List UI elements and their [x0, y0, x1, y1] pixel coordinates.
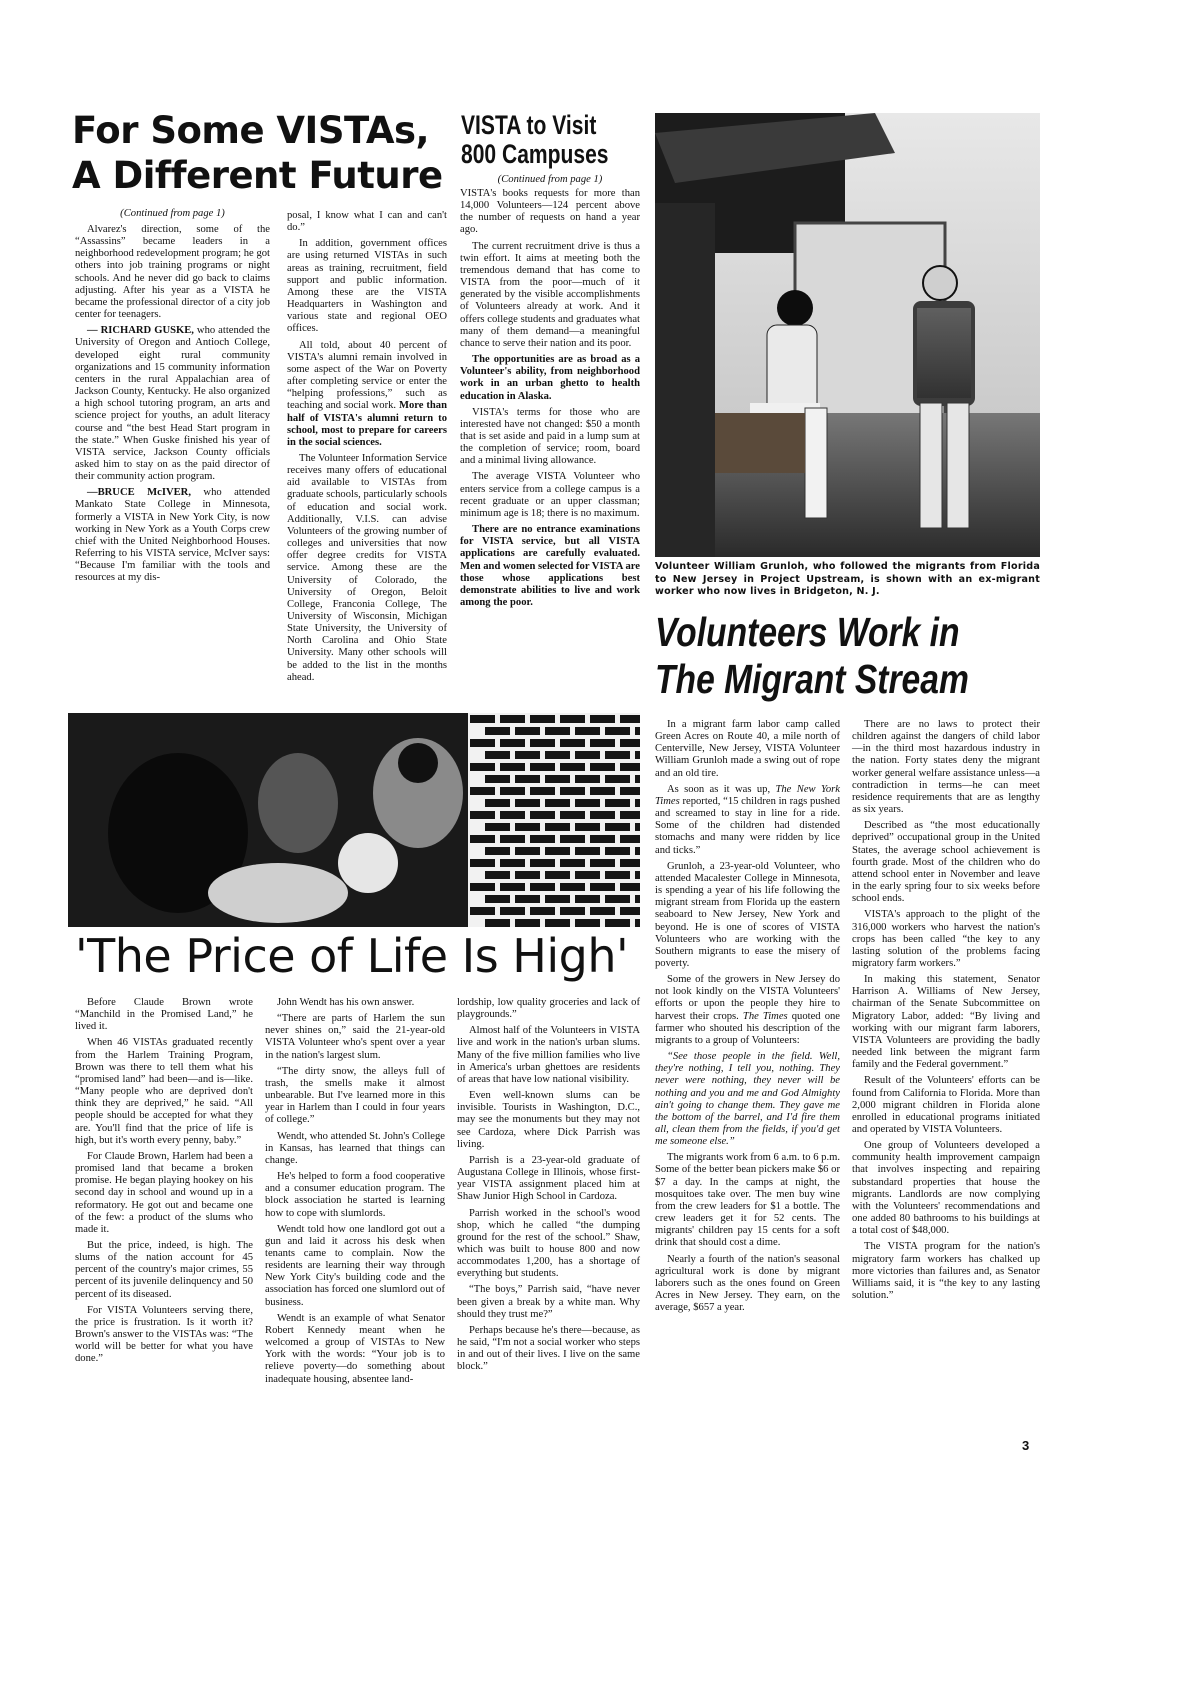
text: As soon as it was up,: [667, 783, 776, 795]
brick: [575, 775, 600, 783]
paragraph: [457, 997, 640, 1021]
article3-column-1: [655, 719, 840, 1318]
paragraph: [460, 524, 640, 609]
brick: [635, 847, 640, 855]
article4-column-2: [265, 997, 445, 1390]
brick: [590, 859, 615, 867]
brick: [635, 751, 640, 759]
article2-column: [460, 188, 640, 613]
brick: [530, 787, 555, 795]
paragraph: [287, 453, 447, 684]
brick: [515, 919, 540, 927]
text: Parrish is a 23-year-old graduate of Augustana College in Illinois, whose first-year VISTA assignment placed him at Shaw Junior High School in Cardoza.: [457, 1154, 640, 1203]
text: The Volunteer Information Service receives many offers of educational aid available to VISTAs from graduate schools, particularly schools of education and social work. Additionally, V.I.S. can advise Volunteers of the growing number of colleges and universities that now offer degree credits for VISTA service. Among these are the University of Colorado, the University of Oregon, Beloit College, Franconia College, The University of Wisconsin, Michigan State University, the University of North Carolina and Ohio State University. Many other schools will be added to the list in the months ahead.: [287, 452, 447, 683]
text: VISTA's terms for those who are interested have not changed: $50 a month that is set aside and paid in a lump sum at the completion of service; room, board and a minimal living allowance.: [460, 406, 640, 467]
paragraph: [265, 1224, 445, 1309]
paragraph: [852, 974, 1040, 1071]
paragraph: [457, 1025, 640, 1086]
italic-text: The New York Times: [655, 783, 841, 807]
paragraph: [655, 861, 840, 970]
brick: [590, 811, 615, 819]
text: But the price, indeed, is high. The slums of the nation account for 45 percent of the country's major crimes, 55 percent of its juvenile delinquency and 50 percent of its diseased.: [75, 1239, 253, 1300]
brick: [635, 895, 640, 903]
text: Wendt told how one landlord got out a gun and laid it across his desk when tenants came to complain. Now the residents are learning their way through New York City's building code and the association has forced one slumlord out of business.: [265, 1223, 445, 1308]
article4-column-3: [457, 997, 640, 1378]
headline-volunteers-work-in-migrant-stream: [655, 609, 1038, 702]
brick: [590, 883, 615, 891]
article1-column-1: [75, 224, 270, 589]
paragraph: [460, 407, 640, 468]
brick: [530, 715, 555, 723]
text: There are no laws to protect their children against the dangers of child labor—in the third most hazardous industry in the nation. Forty states deny the migrant worker general welfare assistance unless—a contradiction in terms—he can meet residence requirements that are as lengthy as six years.: [852, 719, 1040, 816]
brick: [470, 787, 495, 795]
brick: [530, 763, 555, 771]
text: Alvarez's direction, some of the “Assassins” became leaders in a neighborhood redevelopment program; he got others into job training programs or night schools. And he never did go back to claims adjusting. After his year as a VISTA he became the professional director of a city job center for teenagers.: [75, 224, 270, 321]
brick: [620, 787, 640, 795]
brick: [590, 739, 615, 747]
brick: [590, 763, 615, 771]
photo-illustration: [68, 713, 640, 927]
paragraph: [852, 1075, 1040, 1136]
paragraph: [287, 238, 447, 335]
brick: [515, 823, 540, 831]
brick: [470, 739, 495, 747]
brick: [560, 907, 585, 915]
brick: [590, 787, 615, 795]
paragraph: [460, 471, 640, 520]
bold-text: There are no entrance examinations for VISTA service, but all VISTA applications are carefully evaluated. Men and women selected for VISTA are those whose applications best demonstrate abilities to live and work among the poor.: [460, 524, 640, 608]
text: Before Claude Brown wrote “Manchild in the Promised Land,” he lived it.: [75, 997, 253, 1033]
brick: [530, 835, 555, 843]
brick: [620, 811, 640, 819]
text: who attended the University of Oregon and Antioch College, developed eight rural community organizations and 15 community information centers in the rural Appalachian area of Jackson County, Kentucky. He also organized a high school tutoring program, an arts and science project for youths, an adult literacy course and “the best Head Start program in the state.” When Guske finished his year of VISTA service, Jackson County officials asked him to stay on as the paid director of their community action program.: [75, 325, 270, 483]
brick: [545, 919, 570, 927]
brick: [605, 847, 630, 855]
brick: [470, 763, 495, 771]
text: “The dirty snow, the alleys full of trash, the smells make it almost unbearable. But I've learned more in this year in Harlem than I could in four years of college.”: [265, 1065, 445, 1126]
paragraph: [75, 487, 270, 584]
brick: [530, 907, 555, 915]
photo-caption: Volunteer William Grunloh, who followed the migrants from Florida to New Jersey in Project Upstream, is shown with an ex-migrant worker who now lives in Bridgeton, N. J.: [655, 561, 1040, 597]
italic-text: “See those people in the field. Well, they're nothing, I tell you, nothing. They never were nothing, they never will be nothing and you and me and God Almighty ain't going to change them. They gave me the bottom of the barrel, and I'd fire them all, clean them from the fields, if you'd get me someone else.”: [655, 1051, 840, 1148]
paragraph: [852, 719, 1040, 816]
brick: [470, 835, 495, 843]
paragraph: [265, 997, 445, 1009]
brick: [485, 871, 510, 879]
text: Described as “the most educationally deprived” occupational group in the United States, the average school achievement is fourth grade. Most of the children who do attend school enter in November and leave in the early spring four to six weeks before school ends.: [852, 820, 1040, 905]
text: The current recruitment drive is thus a twin effort. It aims at meeting both the tremendous demand that has come to VISTA from the poor—much of it generated by the visible accomplishments of Volunteers already at work. And it offers college students and graduates what many of them demand—a meaningful chance to serve their nation and its poor.: [460, 240, 640, 349]
text: Result of the Volunteers' efforts can be found from California to Florida. More than 2,000 migrant children in Florida alone enrolled in educational programs initiated and operated by VISTA Volunteers.: [852, 1075, 1040, 1135]
text: For Claude Brown, Harlem had been a promised land that became a broken promise. He began playing hookey on his second day in school and wound up in a reformatory. He got out and became one of the few: a product of the slums who made it.: [75, 1150, 253, 1235]
brick: [605, 871, 630, 879]
brick: [635, 799, 640, 807]
brick: [605, 727, 630, 735]
brick: [560, 835, 585, 843]
text: Wendt, who attended St. John's College in Kansas, has learned that things can change.: [265, 1130, 445, 1166]
photo-harlem-street-scene: [68, 713, 640, 927]
italic-text: The Times: [742, 1010, 788, 1022]
headline-line: VISTA to Visit: [461, 110, 597, 140]
article1-column-2: [287, 210, 447, 688]
text: Even well-known slums can be invisible. Tourists in Washington, D.C., may see the monuments but they may not see Cardoza, where Dick Parrish was living.: [457, 1090, 640, 1150]
paragraph: [852, 820, 1040, 905]
brick: [515, 895, 540, 903]
brick: [635, 919, 640, 927]
paragraph: [75, 325, 270, 483]
brick: [515, 847, 540, 855]
brick: [470, 811, 495, 819]
paragraph: [655, 1051, 840, 1148]
brick: [545, 871, 570, 879]
brick: [620, 763, 640, 771]
brick: [485, 727, 510, 735]
paragraph: [457, 1325, 640, 1374]
brick: [545, 775, 570, 783]
paragraph: [265, 1313, 445, 1386]
text: The VISTA program for the nation's migratory farm workers has chalked up more victories than failures and, as Senator Williams said, it is “the key to any lasting solution.”: [852, 1241, 1040, 1302]
paragraph: [655, 1152, 840, 1249]
brick: [560, 739, 585, 747]
text: posal, I know what I can and can't do.”: [287, 210, 447, 234]
text: The average VISTA Volunteer who enters service from a college campus is a recent graduate or an upper classman; minimum age is 18; there is no maximum.: [460, 471, 640, 519]
brick: [590, 715, 615, 723]
brick: [470, 907, 495, 915]
brick: [500, 907, 525, 915]
brick: [575, 847, 600, 855]
headline-vista-to-visit: [461, 112, 650, 168]
brick: [620, 739, 640, 747]
text: For VISTA Volunteers serving there, the price is frustration. Is it worth it? Brown's answer to the VISTAs was: “The world will be better for what you have done.”: [75, 1304, 253, 1365]
brick: [485, 895, 510, 903]
photo-volunteer-and-migrant-worker: [655, 113, 1040, 557]
brick: [560, 715, 585, 723]
article3-column-2: [852, 719, 1040, 1306]
text: In a migrant farm labor camp called Green Acres on Route 40, a mile north of Centerville, New Jersey, VISTA Volunteer William Grunloh made a swing out of rope and an old tire.: [655, 719, 840, 779]
headline-line: A Different Future: [72, 153, 443, 197]
bold-text: The opportunities are as broad as a Volunteer's ability, from neighborhood work in an urban ghetto to health education in Alaska.: [460, 354, 640, 402]
text: All told, about 40 percent of VISTA's alumni remain involved in some aspect of the War on Poverty after completing service or enter the “helping professions,” such as teaching and social work.: [287, 339, 447, 412]
paragraph: [265, 1171, 445, 1220]
brick: [620, 715, 640, 723]
page-number: 3: [1022, 1438, 1030, 1453]
paragraph: [287, 210, 447, 234]
brick: [545, 751, 570, 759]
brick: [485, 751, 510, 759]
brick: [530, 811, 555, 819]
continued-note: (Continued from page 1): [497, 174, 603, 185]
paragraph: [75, 997, 253, 1033]
bold-text: — RICHARD GUSKE,: [87, 325, 194, 337]
brick: [530, 739, 555, 747]
article4-column-1: [75, 997, 253, 1370]
text: John Wendt has his own answer.: [277, 997, 415, 1008]
text: He's helped to form a food cooperative and a consumer education program. The block association he started is learning how to cope with slumlords.: [265, 1171, 445, 1219]
paragraph: [75, 224, 270, 321]
paragraph: [75, 1037, 253, 1146]
bold-text: More than half of VISTA's alumni return to school, most to prepare for careers in the social sciences.: [287, 400, 447, 448]
brick: [605, 799, 630, 807]
brick: [590, 907, 615, 915]
brick: [560, 787, 585, 795]
brick: [545, 895, 570, 903]
brick: [500, 739, 525, 747]
brick: [515, 871, 540, 879]
text: lordship, low quality groceries and lack of playgrounds.”: [457, 997, 640, 1021]
article1-continued-note-wrap: [75, 208, 270, 223]
brick: [635, 823, 640, 831]
paragraph: [457, 1208, 640, 1281]
text: “The boys,” Parrish said, “have never been given a break by a white man. Why should they trust me?”: [457, 1284, 640, 1320]
paragraph: [655, 1254, 840, 1315]
paragraph: [655, 719, 840, 780]
brick: [605, 823, 630, 831]
brick: [485, 823, 510, 831]
brick: [575, 823, 600, 831]
brick: [605, 775, 630, 783]
paragraph: [655, 784, 840, 857]
text: In addition, government offices are using returned VISTAs in such areas as training, recruitment, field support and public information. Among these are the VISTA Headquarters in Washington and various state and regional OEO offices.: [287, 238, 447, 335]
paragraph: [852, 1241, 1040, 1302]
paragraph: [457, 1155, 640, 1204]
brick: [530, 859, 555, 867]
brick: [560, 883, 585, 891]
paragraph: [460, 188, 640, 237]
brick: [575, 799, 600, 807]
brick: [590, 835, 615, 843]
brick: [620, 835, 640, 843]
text: One group of Volunteers developed a community health improvement campaign that involves inspecting and repairing substandard properties that house the migrants. Landlords are now complying with the Volunteers' recommendations and one added 80 bathrooms to his buildings at a total cost of $48,000.: [852, 1140, 1040, 1237]
brick: [620, 907, 640, 915]
brick: [560, 859, 585, 867]
brick: [605, 895, 630, 903]
brick: [470, 715, 495, 723]
brick: [635, 775, 640, 783]
text: reported, “15 children in rags pushed and screamed to stay in line for a ride. Some of the children had distended stomachs and many were ridden by lice and ticks.”: [655, 795, 840, 856]
brick: [485, 799, 510, 807]
brick: [500, 715, 525, 723]
brick: [515, 775, 540, 783]
brick: [515, 751, 540, 759]
text: Grunloh, a 23-year-old Volunteer, who attended Macalester College in Minnesota, is spending a year of his life following the migrant stream from Florida up the eastern seaboard to New Jersey, New York and beyond. He is one of scores of VISTA Volunteers who are working with the Southern migrants to ease the misery of poverty.: [655, 860, 840, 969]
brick: [485, 775, 510, 783]
text: When 46 VISTAs graduated recently from the Harlem Training Program, Brown was there to tell them what his “promised land” had been—and is—like. “Many people who are deprived don't think they are deprived,” he said. “All people should be accepted for what they are. You'll find that the price of life is high, but it's worth every penny, baby.”: [75, 1037, 253, 1146]
paragraph: [265, 1131, 445, 1167]
photo-illustration: [655, 113, 1040, 557]
continued-note: (Continued from page 1): [120, 208, 225, 219]
brick: [575, 895, 600, 903]
brick: [530, 883, 555, 891]
text: Nearly a fourth of the nation's seasonal agricultural work is done by migrant laborers such as the ones found on Green Acres in New Jersey. They earn, on the average, $657 a year.: [655, 1253, 840, 1314]
brick: [575, 751, 600, 759]
brick: [545, 727, 570, 735]
brick: [500, 811, 525, 819]
text: who attended Mankato State College in Minnesota, formerly a VISTA in New York City, is now working in New York as a Youth Corps crew chief with the United Neighborhood Houses. Referring to his VISTA service, McIver says: “Because I'm familiar with the tools and resources at my dis-: [75, 487, 270, 584]
headline-line: For Some VISTAs,: [72, 109, 430, 152]
brick: [515, 799, 540, 807]
brick: [470, 859, 495, 867]
paragraph: [75, 1305, 253, 1366]
paragraph: [75, 1240, 253, 1301]
brick: [500, 787, 525, 795]
brick: [575, 727, 600, 735]
text: VISTA's books requests for more than 14,000 Volunteers—124 percent above the number of requests on hand a year ago.: [460, 188, 640, 236]
text: “There are parts of Harlem the sun never shines on,” said the 21-year-old VISTA Volunteer who's spent over a year in the nation's largest slum.: [265, 1013, 445, 1061]
brick: [485, 847, 510, 855]
paragraph: [457, 1090, 640, 1151]
paragraph: [287, 340, 447, 449]
paragraph: [852, 909, 1040, 970]
brick: [485, 919, 510, 927]
paragraph: [460, 354, 640, 403]
text: In making this statement, Senator Harrison A. Williams of New Jersey, chairman of the Senate Subcommittee on Migratory Labor, added: “By living and working with our migrant farm laborers, VISTA Volunteers are providing the badly needed link between the migrant farm family and the Federal government.”: [852, 974, 1040, 1071]
brick: [575, 919, 600, 927]
brick: [635, 727, 640, 735]
headline-price-of-life: 'The Price of Life Is High': [75, 929, 629, 983]
brick: [545, 823, 570, 831]
text: VISTA's approach to the plight of the 316,000 workers who harvest the nation's crops has been called “the key to any lasting solution of the problems facing migratory farm workers.”: [852, 909, 1040, 969]
article2-continued-note-wrap: [460, 174, 640, 189]
brick: [500, 859, 525, 867]
brick: [470, 883, 495, 891]
paragraph: [265, 1013, 445, 1062]
brick: [545, 847, 570, 855]
headline-line: 800 Campuses: [461, 139, 609, 169]
text: Parrish worked in the school's wood shop, which he called “the dumping ground for the rest of the school.” Shaw, which was built to house 800 and now accommodates 1,200, has a shortage of everything but students.: [457, 1207, 640, 1280]
brick: [515, 727, 540, 735]
paragraph: [655, 974, 840, 1047]
paragraph: [852, 1140, 1040, 1237]
brick: [635, 871, 640, 879]
text: Some of the growers in New Jersey do not look kindly on the VISTA Volunteers' efforts or upon the people they hire to harvest their crops.: [655, 974, 840, 1022]
bold-text: —BRUCE McIVER,: [87, 487, 191, 499]
paragraph: [265, 1066, 445, 1127]
brick: [575, 871, 600, 879]
headline-for-some-vistas: [72, 109, 452, 197]
text: Almost half of the Volunteers in VISTA live and work in the nation's urban slums. Many of the five million families who live in America's urban ghettoes are residents of areas that have low national visibility.: [457, 1025, 640, 1085]
brick: [620, 859, 640, 867]
paragraph: [457, 1284, 640, 1320]
paragraph: [460, 241, 640, 350]
text: Wendt is an example of what Senator Robert Kennedy meant when he welcomed a group of VISTAs to New York with the words: “Your job is to relieve poverty—do something about inadequate housing, absentee land-: [265, 1312, 445, 1385]
headline-line: Volunteers Work in: [655, 609, 960, 655]
brick: [620, 883, 640, 891]
brick: [605, 751, 630, 759]
brick: [560, 763, 585, 771]
brick: [500, 883, 525, 891]
brick: [500, 835, 525, 843]
text: quoted one farmer who shouted his description of the migrants to a group of Volunteers:: [655, 1010, 840, 1046]
brick: [605, 919, 630, 927]
brick: [560, 811, 585, 819]
paragraph: [75, 1151, 253, 1236]
brick: [545, 799, 570, 807]
headline-line: The Migrant Stream: [655, 656, 969, 702]
text: The migrants work from 6 a.m. to 6 p.m. Some of the better bean pickers make $6 or $7 a day. In the camps at night, the mosquitoes take over. The men buy wine from the crew leaders for $1 a bottle. The crew leaders get it for 52 cents. The migrants' children pay 15 cents for a soft drink that should cost a dime.: [655, 1152, 841, 1249]
text: Perhaps because he's there—because, as he said, “I'm not a social worker who steps in and out of their lives. I live on the same block.”: [457, 1324, 640, 1373]
brick: [500, 763, 525, 771]
